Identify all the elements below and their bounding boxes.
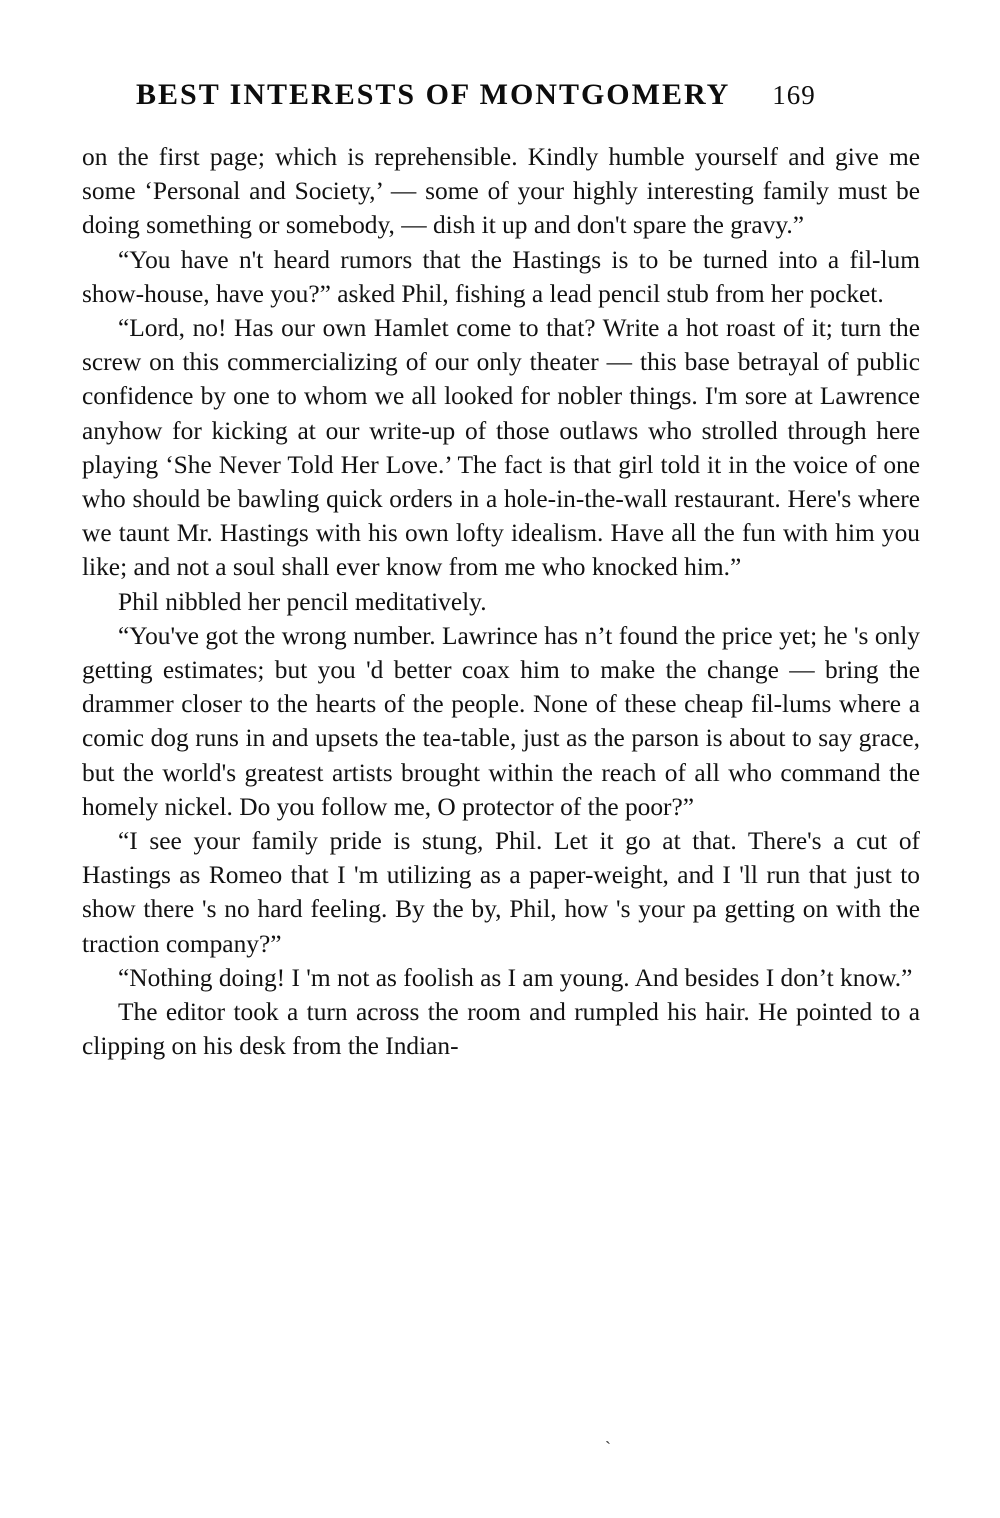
paragraph: on the first page; which is reprehensible. Kindly humble yourself and give me some ‘Personal and Society,’ — some of your highly interesting family must be doing something or somebody, — dish it up and don't spare the gravy.” xyxy=(82,143,920,240)
body-text xyxy=(82,140,920,1063)
paragraph: Phil nibbled her pencil meditatively. xyxy=(118,587,487,616)
running-title: BEST INTERESTS OF MONTGOMERY xyxy=(136,78,731,111)
page-header xyxy=(78,78,926,112)
paragraph: “You've got the wrong number. Lawrince has n’t found the price yet; he 's only getting estimates; but you 'd better coax him to make the change — bring the drammer closer to the hearts of the people. None of these cheap fil-lums where a comic dog runs in and upsets the tea-table, just as the parson is about to say grace, but the world's greatest artists brought within the reach of all who command the homely nickel. Do you follow me, O protector of the poor?” xyxy=(82,621,920,821)
paragraph: The editor took a turn across the room and rumpled his hair. He pointed to a clipping on his desk from the Indian- xyxy=(82,998,920,1061)
page-number: 169 xyxy=(772,80,816,110)
paragraph: “I see your family pride is stung, Phil. Let it go at that. There's a cut of Hastings as Romeo that I 'm utilizing as a paper-weight, and I 'll run that just to show there 's no hard feeling. By the by, Phil, how 's your pa getting on with the traction company?” xyxy=(82,827,920,958)
footer-mark: ` xyxy=(605,1438,611,1458)
paragraph: “You have n't heard rumors that the Hastings is to be turned into a fil-lum show-house, have you?” asked Phil, fishing a lead pencil stub from her pocket. xyxy=(82,245,920,308)
paragraph: “Lord, no! Has our own Hamlet come to that? Write a hot roast of it; turn the screw on this commercializing of our only theater — this base betrayal of public confidence by one to whom we all looked for nobler things. I'm sore at Lawrence anyhow for kicking at our write-up of those outlaws who strolled through here playing ‘She Never Told Her Love.’ The fact is that girl told it in the voice of one who should be bawling quick orders in a hole-in-the-wall restaurant. Here's where we taunt Mr. Hastings with his own lofty idealism. Have all the fun with him you like; and not a soul shall ever know from me who knocked him.” xyxy=(82,314,920,582)
paragraph: “Nothing doing! I 'm not as foolish as I am young. And besides I don’t know.” xyxy=(118,963,913,992)
